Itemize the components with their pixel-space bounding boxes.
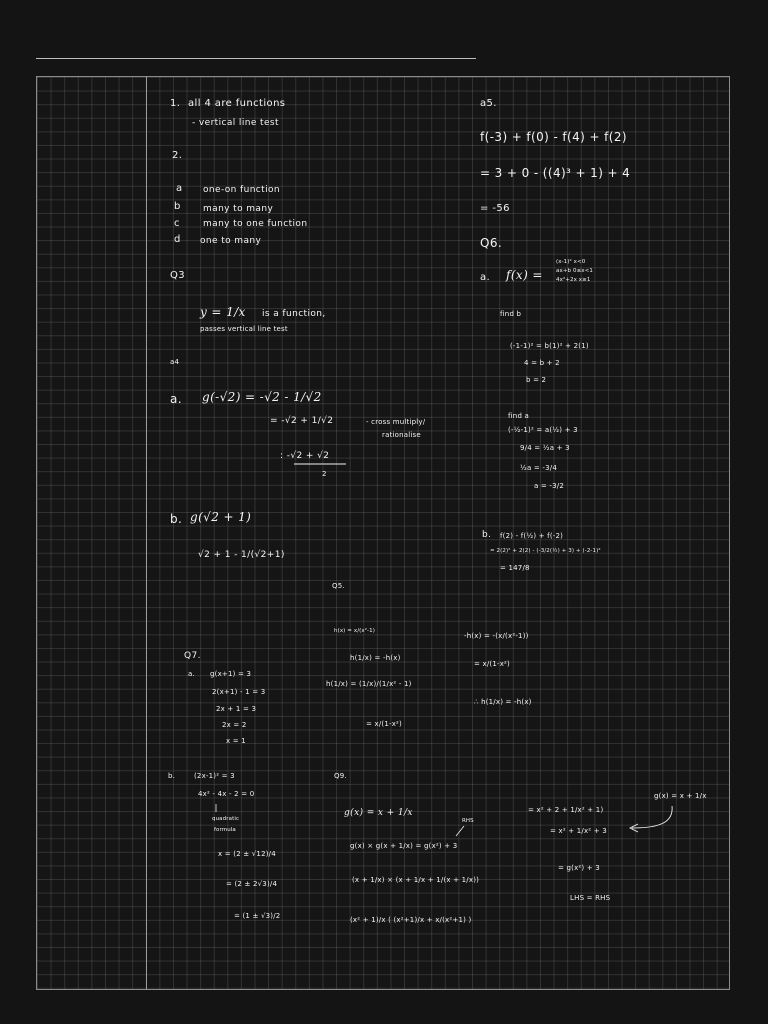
q4-label: a4 bbox=[170, 358, 180, 366]
q4b-line1: g(√2 + 1) bbox=[190, 510, 252, 524]
q5b-eq2: h(1/x) = (1/x)/(1/x² - 1) bbox=[326, 680, 412, 688]
q1-label: 1. bbox=[170, 98, 181, 109]
q6b-l3: = 147/8 bbox=[500, 564, 530, 572]
q6b-l2: = 2(2)² + 2(2) - (-3/2(½) + 3) + (-2-1)² bbox=[490, 548, 601, 554]
q7a-line: 2x = 2 bbox=[222, 721, 247, 729]
q5b-hx: h(x) = x/(x²-1) bbox=[334, 628, 375, 634]
q3-equation: y = 1/x bbox=[200, 305, 246, 319]
q7a-letter: a. bbox=[188, 670, 195, 678]
q9-rhs-mark: RHS bbox=[462, 818, 474, 824]
q9-l4: (x² + 1)/x ( (x²+1)/x + x/(x²+1) ) bbox=[350, 916, 472, 924]
q4a-note2: rationalise bbox=[382, 431, 421, 439]
q7b-l2: 4x² - 4x - 2 = 0 bbox=[198, 790, 255, 798]
q6-finda-l4: a = -3/2 bbox=[534, 482, 564, 490]
q4a-line3-denominator: 2 bbox=[322, 470, 327, 478]
q4b-letter: b. bbox=[170, 512, 183, 526]
q2-letter: c bbox=[174, 218, 180, 229]
q6-finda-l1: (-½-1)² = a(½) + 3 bbox=[508, 426, 578, 434]
q6b-l1: f(2) - f(½) + f(-2) bbox=[500, 532, 564, 540]
q5b-rhs2: = x/(1-x²) bbox=[474, 660, 510, 668]
q6-finda-l2: 9/4 = ½a + 3 bbox=[520, 444, 570, 452]
q5-line1: f(-3) + f(0) - f(4) + f(2) bbox=[480, 130, 627, 144]
q6-label: Q6. bbox=[480, 236, 503, 250]
q7b-l1: (2x-1)² = 3 bbox=[194, 772, 235, 780]
q9-r3: = g(x²) + 3 bbox=[558, 864, 600, 872]
q3-label: Q3 bbox=[170, 270, 186, 281]
q6-case-1: (x-1)² x<0 bbox=[556, 259, 586, 265]
q7b-note1: quadratic bbox=[212, 816, 240, 822]
q3-line2: passes vertical line test bbox=[200, 325, 288, 333]
q9-r2: = x² + 1/x² + 3 bbox=[550, 827, 607, 835]
q6-findb-l1: (-1-1)² = b(1)² + 2(1) bbox=[510, 342, 589, 350]
q6-fx: f(x) = bbox=[506, 268, 543, 282]
q4b-line2: √2 + 1 - 1/(√2+1) bbox=[198, 550, 285, 560]
q6b-letter: b. bbox=[482, 530, 492, 540]
q2-label: 2. bbox=[172, 150, 183, 161]
q4a-line3: : -√2 + √2 bbox=[280, 451, 330, 461]
q9-r1: = x² + 2 + 1/x² + 1) bbox=[528, 806, 604, 814]
arrow-icon bbox=[456, 826, 464, 836]
q5b-rhs1: -h(x) = -(x/(x²-1)) bbox=[464, 632, 529, 640]
q2-text: one to many bbox=[200, 236, 262, 246]
q2-letter: d bbox=[174, 234, 181, 245]
q2-letter: a bbox=[176, 183, 183, 194]
q7b-note2: formula bbox=[214, 827, 236, 833]
q7a-line: 2x + 1 = 3 bbox=[216, 705, 257, 713]
q6-finda-l3: ½a = -3/4 bbox=[520, 464, 557, 472]
q6-case-2: ax+b 0≤x<1 bbox=[556, 268, 593, 274]
q2-text: many to many bbox=[203, 204, 274, 214]
q7a-line: x = 1 bbox=[226, 737, 246, 745]
q4a-line2: = -√2 + 1/√2 bbox=[270, 416, 334, 426]
q6a-letter: a. bbox=[480, 272, 491, 283]
q4a-letter: a. bbox=[170, 392, 182, 406]
curved-arrow-icon bbox=[632, 806, 672, 828]
q9-l3: (x + 1/x) × (x + 1/x + 1/(x + 1/x)) bbox=[352, 876, 480, 884]
q5b-rhs3: ∴ h(1/x) = -h(x) bbox=[474, 698, 532, 706]
q4a-note1: - cross multiply/ bbox=[366, 418, 426, 426]
q9-l2: g(x) × g(x + 1/x) = g(x²) + 3 bbox=[350, 842, 458, 850]
q6-finda-heading: find a bbox=[508, 412, 530, 420]
q7a-line: g(x+1) = 3 bbox=[210, 670, 252, 678]
q2-letter: b bbox=[174, 201, 181, 212]
q9-label: Q9. bbox=[334, 772, 347, 780]
q7-label: Q7. bbox=[184, 651, 201, 661]
q5-label: a5. bbox=[480, 98, 497, 109]
q5b-label: Q5. bbox=[332, 582, 345, 590]
q3-text: is a function, bbox=[262, 309, 326, 319]
q6-findb-l2: 4 = b + 2 bbox=[524, 359, 560, 367]
q4a-line1: g(-√2) = -√2 - 1/√2 bbox=[202, 390, 322, 404]
q9-side: g(x) = x + 1/x bbox=[654, 792, 707, 800]
q5-line3: = -56 bbox=[480, 203, 510, 214]
q5b-eq1: h(1/x) = -h(x) bbox=[350, 654, 401, 662]
q5-line2: = 3 + 0 - ((4)³ + 1) + 4 bbox=[480, 166, 631, 180]
q6-findb-l3: b = 2 bbox=[526, 376, 547, 384]
q9-r4: LHS = RHS bbox=[570, 894, 611, 902]
q5b-eq3: = x/(1-x²) bbox=[366, 720, 402, 728]
q6-case-3: 4x²+2x x≥1 bbox=[556, 277, 591, 283]
q7b-l4: = (2 ± 2√3)/4 bbox=[226, 880, 278, 888]
q7b-l5: = (1 ± √3)/2 bbox=[234, 912, 281, 920]
q9-gx: g(x) = x + 1/x bbox=[344, 808, 413, 818]
q1-line1: all 4 are functions bbox=[188, 98, 286, 109]
q7b-l3: x = (2 ± √12)/4 bbox=[218, 850, 276, 858]
q1-line2: - vertical line test bbox=[192, 118, 279, 128]
q2-text: many to one function bbox=[203, 219, 308, 229]
q6-findb-heading: find b bbox=[500, 310, 522, 318]
q7b-letter: b. bbox=[168, 772, 176, 780]
q7a-line: 2(x+1) - 1 = 3 bbox=[212, 688, 266, 696]
q2-text: one-on function bbox=[203, 185, 280, 195]
